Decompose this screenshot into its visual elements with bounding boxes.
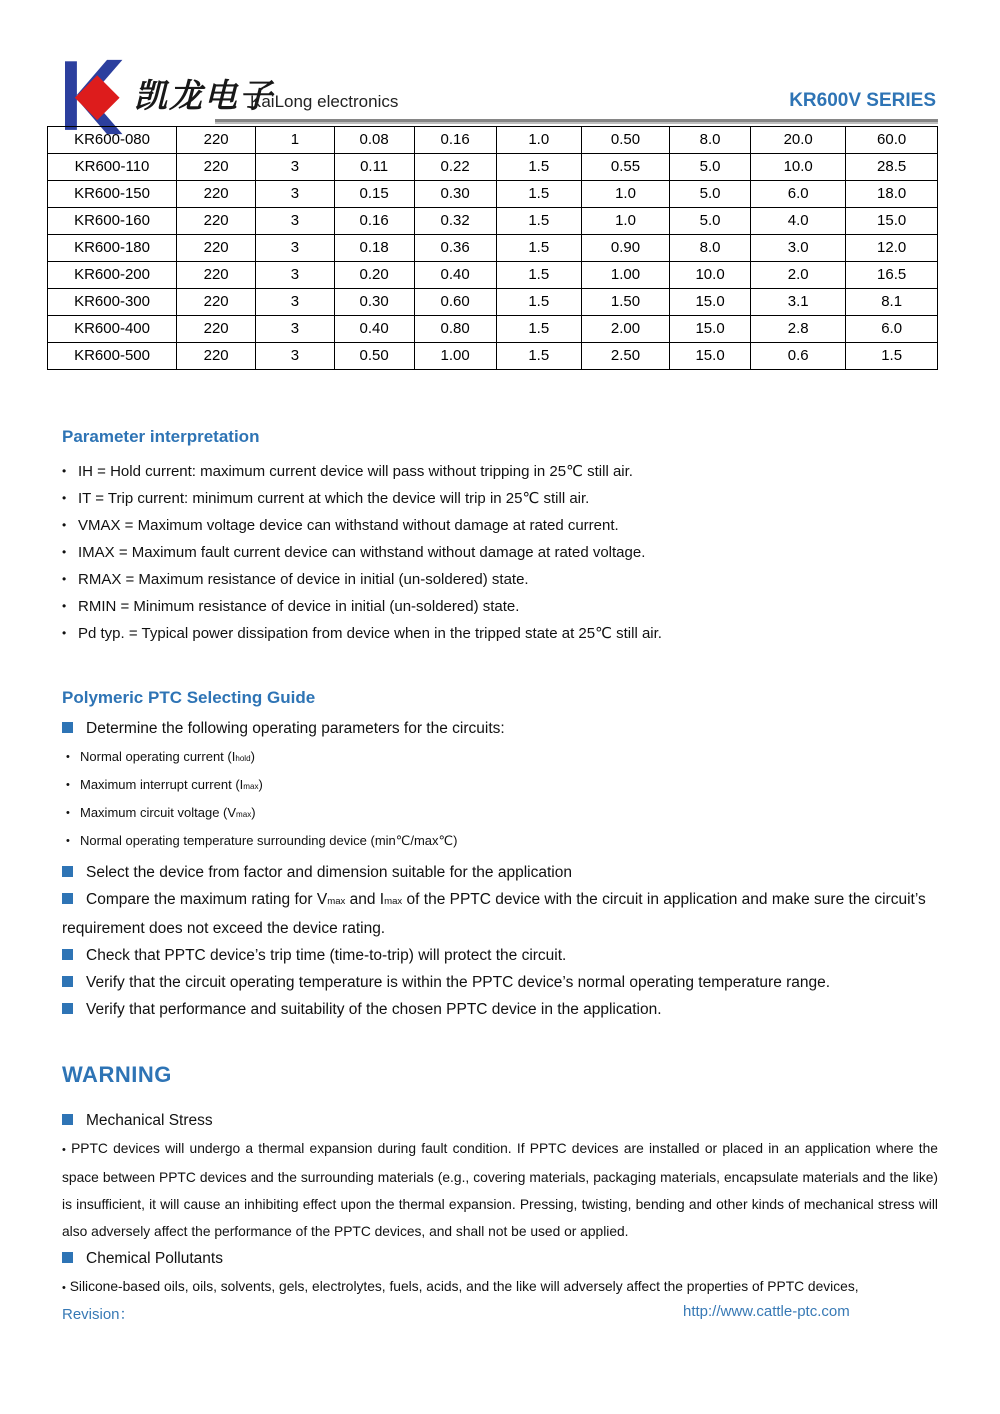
param-item-text: IT = Trip current: minimum current at which the device will trip in 25℃ still air. — [78, 490, 590, 507]
table-cell: 0.50 — [334, 343, 414, 370]
warning-title: WARNING — [62, 1062, 172, 1087]
parameter-interpretation-section — [62, 427, 942, 647]
table-cell: 3 — [256, 181, 334, 208]
table-cell: KR600-500 — [48, 343, 177, 370]
table-cell: 220 — [177, 154, 256, 181]
table-cell: 1.5 — [496, 262, 581, 289]
table-cell: 3.1 — [751, 289, 846, 316]
warning-paragraph-text: Silicone-based oils, oils, solvents, gels, electrolytes, fuels, acids, and the like will adversely affect the properties of PPTC devices, — [69, 1279, 859, 1294]
table-cell: 0.15 — [334, 181, 414, 208]
bullet-dot-icon: • — [62, 1282, 66, 1294]
guide-item — [62, 859, 942, 886]
table-cell: 0.32 — [414, 208, 496, 235]
table-cell: 1.5 — [496, 289, 581, 316]
warning-paragraph — [62, 1135, 938, 1245]
table-cell: 1 — [256, 127, 334, 154]
table-cell: 220 — [177, 262, 256, 289]
param-item — [62, 485, 942, 512]
warning-subsection-label: Mechanical Stress — [86, 1112, 213, 1129]
sub-item-text: ) — [250, 749, 255, 764]
bullet-dot-icon: • — [62, 491, 67, 505]
table-cell: 0.6 — [751, 343, 846, 370]
table-cell: 1.5 — [846, 343, 938, 370]
table-cell: 0.22 — [414, 154, 496, 181]
table-cell: 15.0 — [670, 316, 751, 343]
sub-item-text: Maximum circuit voltage (V — [80, 805, 237, 820]
table-row — [48, 154, 938, 181]
table-cell: 5.0 — [670, 208, 751, 235]
guide-sub-item — [66, 800, 942, 828]
table-cell: 1.0 — [581, 181, 669, 208]
bullet-dot-icon: • — [66, 807, 70, 819]
table-cell: 2.50 — [581, 343, 669, 370]
guide-item — [62, 886, 942, 942]
table-cell: 1.00 — [581, 262, 669, 289]
param-item — [62, 512, 942, 539]
table-cell: 0.60 — [414, 289, 496, 316]
param-item — [62, 593, 942, 620]
table-cell: 0.80 — [414, 316, 496, 343]
table-cell: 1.50 — [581, 289, 669, 316]
param-item-text: IH = Hold current: maximum current device will pass without tripping in 25℃ still air. — [78, 463, 633, 480]
guide-item-text: of the PPTC device with the circuit in application and make sure the circuit’s requirement does not exceed the device rating. — [62, 891, 926, 937]
square-bullet-icon — [62, 1114, 73, 1125]
table-cell: 12.0 — [846, 235, 938, 262]
table-cell: 0.11 — [334, 154, 414, 181]
table-cell: 0.18 — [334, 235, 414, 262]
table-cell: 0.20 — [334, 262, 414, 289]
bullet-dot-icon: • — [62, 545, 67, 559]
spec-table-body — [48, 127, 938, 370]
table-cell: 16.5 — [846, 262, 938, 289]
square-bullet-icon — [62, 1252, 73, 1263]
table-cell: KR600-400 — [48, 316, 177, 343]
table-cell: 1.5 — [496, 154, 581, 181]
square-bullet-icon — [62, 976, 73, 987]
table-cell: 60.0 — [846, 127, 938, 154]
table-cell: KR600-180 — [48, 235, 177, 262]
table-cell: 1.0 — [581, 208, 669, 235]
square-bullet-icon — [62, 949, 73, 960]
spec-table — [47, 126, 938, 370]
bullet-dot-icon: • — [66, 779, 70, 791]
table-cell: 4.0 — [751, 208, 846, 235]
sub-item-text: Normal operating temperature surrounding device (min℃/max℃) — [80, 833, 458, 848]
table-cell: 28.5 — [846, 154, 938, 181]
table-cell: 220 — [177, 181, 256, 208]
table-cell: 18.0 — [846, 181, 938, 208]
table-row — [48, 262, 938, 289]
table-cell: 2.8 — [751, 316, 846, 343]
subscript-text: max — [243, 782, 259, 791]
table-cell: 15.0 — [670, 343, 751, 370]
subscript-text: hold — [235, 754, 251, 763]
table-cell: 0.40 — [414, 262, 496, 289]
table-cell: 0.40 — [334, 316, 414, 343]
bullet-dot-icon: • — [62, 464, 67, 478]
warning-subsection-title — [62, 1107, 938, 1135]
table-cell: 220 — [177, 343, 256, 370]
table-row — [48, 181, 938, 208]
warning-subsection-label: Chemical Pollutants — [86, 1250, 223, 1267]
warning-subsection-title — [62, 1245, 938, 1273]
bullet-dot-icon: • — [66, 835, 70, 847]
table-cell: 220 — [177, 289, 256, 316]
guide-item — [62, 942, 942, 969]
table-cell: 0.08 — [334, 127, 414, 154]
param-item-text: RMAX = Maximum resistance of device in initial (un-soldered) state. — [78, 571, 529, 588]
square-bullet-icon — [62, 893, 73, 904]
table-cell: 0.55 — [581, 154, 669, 181]
guide-item-text: Compare the maximum rating for V — [86, 891, 328, 908]
bullet-dot-icon: • — [62, 1144, 66, 1156]
logo-chinese-text: 凯龙电子 — [134, 76, 274, 115]
guide-sub-item — [66, 828, 942, 856]
table-cell: KR600-300 — [48, 289, 177, 316]
table-cell: 2.00 — [581, 316, 669, 343]
table-cell: 5.0 — [670, 154, 751, 181]
table-cell: 10.0 — [670, 262, 751, 289]
table-cell: 8.0 — [670, 235, 751, 262]
table-cell: 3 — [256, 316, 334, 343]
table-cell: KR600-150 — [48, 181, 177, 208]
table-cell: 0.16 — [334, 208, 414, 235]
table-cell: 1.5 — [496, 208, 581, 235]
logo-english-text: KaiLong electronics — [250, 92, 399, 111]
param-item-text: VMAX = Maximum voltage device can withstand without damage at rated current. — [78, 517, 619, 534]
guide-item — [62, 996, 942, 1023]
param-item — [62, 566, 942, 593]
table-row — [48, 316, 938, 343]
guide-item-text: Verify that the circuit operating temperature is within the PPTC device’s normal operating temperature range. — [86, 974, 831, 991]
kailong-logo-icon — [58, 58, 128, 136]
table-cell: 3 — [256, 289, 334, 316]
table-cell: 1.5 — [496, 343, 581, 370]
table-cell: 1.5 — [496, 316, 581, 343]
warning-paragraph — [62, 1273, 938, 1302]
bullet-dot-icon: • — [62, 599, 67, 613]
bullet-dot-icon: • — [62, 626, 67, 640]
param-item — [62, 458, 942, 485]
table-cell: 3 — [256, 262, 334, 289]
guide-item-text: Select the device from factor and dimension suitable for the application — [86, 864, 572, 881]
table-cell: 220 — [177, 235, 256, 262]
table-cell: 1.00 — [414, 343, 496, 370]
param-item-text: RMIN = Minimum resistance of device in initial (un-soldered) state. — [78, 598, 520, 615]
guide-item-text: and I — [345, 891, 385, 908]
table-cell: 1.5 — [496, 181, 581, 208]
guide-sub-list — [66, 744, 942, 856]
param-item-text: Pd typ. = Typical power dissipation from device when in the tripped state at 25℃ still air. — [78, 625, 662, 642]
table-cell: 0.30 — [414, 181, 496, 208]
table-cell: KR600-080 — [48, 127, 177, 154]
param-item-text: IMAX = Maximum fault current device can withstand without damage at rated voltage. — [78, 544, 646, 561]
section-title: Polymeric PTC Selecting Guide — [62, 688, 316, 707]
guide-sub-item — [66, 772, 942, 800]
table-cell: 3 — [256, 343, 334, 370]
subscript-text: max — [384, 896, 403, 907]
param-item — [62, 539, 942, 566]
subscript-text: max — [327, 896, 346, 907]
sub-item-text: Normal operating current (I — [80, 749, 236, 764]
square-bullet-icon — [62, 722, 73, 733]
section-title: Parameter interpretation — [62, 427, 260, 446]
guide-sub-item — [66, 744, 942, 772]
table-cell: 6.0 — [751, 181, 846, 208]
table-cell: 0.30 — [334, 289, 414, 316]
selecting-guide-section — [62, 688, 942, 1023]
bullet-dot-icon: • — [62, 518, 67, 532]
table-row — [48, 289, 938, 316]
table-cell: 8.1 — [846, 289, 938, 316]
table-cell: 3 — [256, 208, 334, 235]
param-item — [62, 620, 942, 647]
table-cell: 220 — [177, 316, 256, 343]
table-cell: 5.0 — [670, 181, 751, 208]
table-cell: 220 — [177, 127, 256, 154]
table-cell: 0.50 — [581, 127, 669, 154]
header-divider — [215, 119, 938, 124]
subscript-text: max — [236, 810, 252, 819]
sub-item-text: ) — [258, 777, 263, 792]
table-cell: 15.0 — [846, 208, 938, 235]
table-row — [48, 235, 938, 262]
guide-item-text: Verify that performance and suitability of the chosen PPTC device in the application. — [86, 1001, 662, 1018]
table-cell: 15.0 — [670, 289, 751, 316]
table-cell: KR600-200 — [48, 262, 177, 289]
sub-item-text: ) — [251, 805, 256, 820]
bullet-dot-icon: • — [66, 751, 70, 763]
guide-item-text: Determine the following operating parameters for the circuits: — [86, 720, 505, 737]
guide-item — [62, 969, 942, 996]
revision-label: Revision： — [62, 1306, 135, 1323]
table-cell: 6.0 — [846, 316, 938, 343]
bullet-dot-icon: • — [62, 572, 67, 586]
table-cell: 0.16 — [414, 127, 496, 154]
table-cell: 8.0 — [670, 127, 751, 154]
table-cell: 3 — [256, 154, 334, 181]
table-cell: 20.0 — [751, 127, 846, 154]
table-row — [48, 343, 938, 370]
table-row — [48, 127, 938, 154]
table-cell: 0.90 — [581, 235, 669, 262]
table-cell: KR600-160 — [48, 208, 177, 235]
table-cell: 3 — [256, 235, 334, 262]
warning-paragraph-text: PPTC devices will undergo a thermal expansion during fault condition. If PPTC devices are installed or placed in an application where the space between PPTC devices and the surrounding materials (e.g., covering materials, packaging materials, encapsulate materials and the like) is insufficient, it will cause an inhibiting effect upon the thermal expansion. Pressing, twisting, bending and other kinds of mechanical stress will also adversely affect the performance of the PPTC devices, and shall not be used or applied. — [62, 1141, 938, 1239]
square-bullet-icon — [62, 866, 73, 877]
table-cell: 1.5 — [496, 235, 581, 262]
table-cell: 2.0 — [751, 262, 846, 289]
table-cell: KR600-110 — [48, 154, 177, 181]
series-title: KR600V SERIES — [789, 90, 936, 111]
guide-item-text: Check that PPTC device’s trip time (time-to-trip) will protect the circuit. — [86, 947, 567, 964]
table-cell: 220 — [177, 208, 256, 235]
website-link[interactable]: http://www.cattle-ptc.com — [683, 1303, 850, 1320]
table-cell: 10.0 — [751, 154, 846, 181]
warning-section — [62, 1062, 938, 1302]
guide-item — [62, 715, 942, 742]
table-row — [48, 208, 938, 235]
sub-item-text: Maximum interrupt current (I — [80, 777, 244, 792]
square-bullet-icon — [62, 1003, 73, 1014]
table-cell: 1.0 — [496, 127, 581, 154]
table-cell: 0.36 — [414, 235, 496, 262]
table-cell: 3.0 — [751, 235, 846, 262]
